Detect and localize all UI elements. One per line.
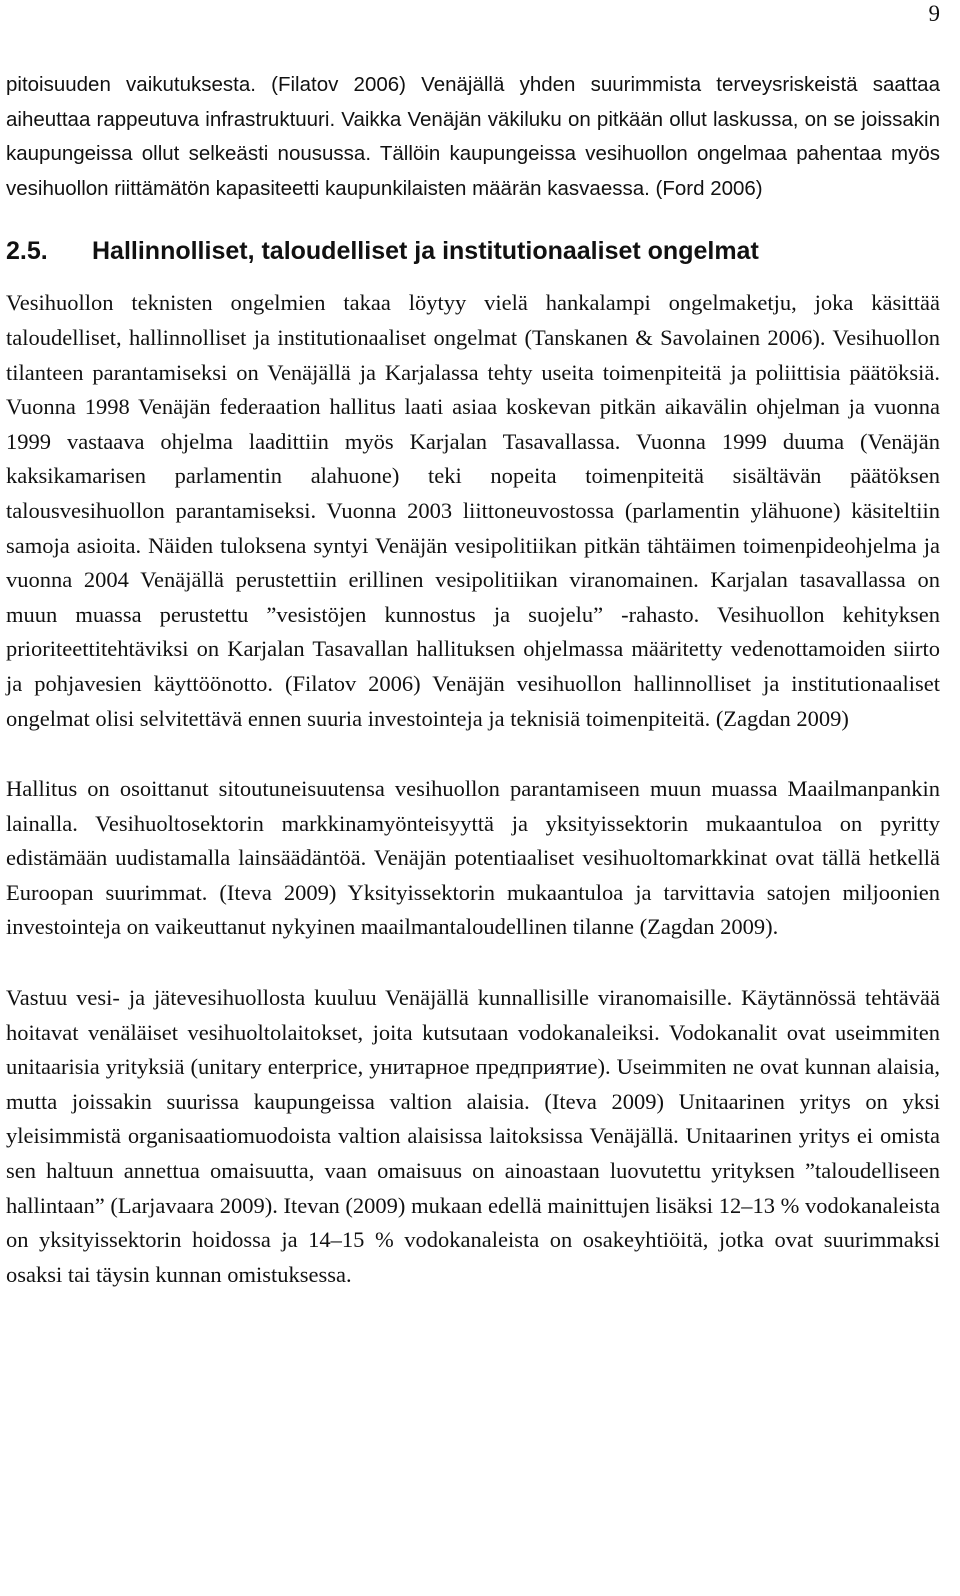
- body-paragraph-1: Vesihuollon teknisten ongelmien takaa löytyy vielä hankalampi ongelmaketju, joka käsittää taloudelliset, hallinnolliset ja institutionaaliset ongelmat (Tanskanen & Savolainen 2006). Vesihuollon tilanteen parantamiseksi on Venäjällä ja Karjalassa tehty useita toimenpiteitä ja poliittisia päätöksiä. Vuonna 1998 Venäjän federaation hallitus laati asiaa koskevan pitkän aikavälin ohjelman ja vuonna 1999 vastaava ohjelma laadittiin myös Karjalan Tasavallassa. Vuonna 1999 duuma (Venäjän kaksikamarisen parlamentin alahuone) teki nopeita toimenpiteitä sisältävän päätöksen talousvesihuollon parantamiseksi. Vuonna 2003 liittoneuvostossa (parlamentin ylähuone) käsiteltiin samoja asioita. Näiden tuloksena syntyi Venäjän vesipolitiikan pitkän tähtäimen toimenpideohjelma ja vuonna 2004 Venäjällä perustettiin erillinen vesipolitiikan viranomainen. Karjalan tasavallassa on muun muassa perustettu ”vesistöjen kunnostus ja suojelu” -rahasto. Vesihuollon kehityksen prioriteettitehtäviksi on Karjalan Tasavallan hallituksen ohjelmassa määritetty vedenottamoiden siirto ja pohjavesien käyttöönotto. (Filatov 2006) Venäjän vesihuollon hallinnolliset ja institutionaaliset ongelmat olisi selvitettävä ennen suuria investointeja ja teknisiä toimenpiteitä. (Zagdan 2009): [6, 290, 940, 731]
- page-number: 9: [928, 1, 940, 26]
- paragraph-spacer: [6, 945, 940, 981]
- intro-paragraph: pitoisuuden vaikutuksesta. (Filatov 2006) Venäjällä yhden suurimmista terveysriskeistä saattaa aiheuttaa rappeutuva infrastruktuuri. Vaikka Venäjän väkiluku on pitkään ollut laskussa, on se joissakin kaupungeissa ollut selkeästi nousussa. Tällöin kaupungeissa vesihuollon ongelmaa pahentaa myös vesihuollon riittämätön kapasiteetti kaupunkilaisten määrän kasvaessa. (Ford 2006): [6, 73, 940, 200]
- body-paragraph-3: Vastuu vesi- ja jätevesihuollosta kuuluu Venäjällä kunnallisille viranomaisille. Käytännössä tehtävää hoitavat venäläiset vesihuoltolaitokset, joita kutsutaan vodokanaleiksi. Vodokanalit ovat useimmiten unitaarisia yrityksiä (unitary enterprice, унитарное предприятие). Useimmiten ne ovat kunnan alaisia, mutta joissakin suurissa kaupungeissa valtion alaisia. (Iteva 2009) Unitaarinen yritys on yksi yleisimmistä organisaatiomuodoista valtion alaisissa laitoksissa Venäjällä. Unitaarinen yritys ei omista sen haltuun annettua omaisuutta, vaan omaisuus on ainoastaan luovutettu yrityksen ”taloudelliseen hallintaan” (Larjavaara 2009). Itevan (2009) mukaan edellä mainittujen lisäksi 12–13 % vodokanaleista on yksityissektorin hoidossa ja 14–15 % vodokanaleista on osakeyhtiöitä, jotka ovat suurimmaksi osaksi tai täysin kunnan omistuksessa.: [6, 985, 940, 1287]
- body-paragraph-2: Hallitus on osoittanut sitoutuneisuutensa vesihuollon parantamiseen muun muassa Maailmanpankin lainalla. Vesihuoltosektorin markkinamyönteisyyttä ja yksityissektorin mukaantuloa on pyritty edistämään uudistamalla lainsäädäntöä. Venäjän potentiaaliset vesihuoltomarkkinat ovat tällä hetkellä Euroopan suurimmat. (Iteva 2009) Yksityissektorin mukaantuloa ja tarvittavia satojen miljoonien investointeja on vaikeuttanut nykyinen maailmantaloudellinen tilanne (Zagdan 2009).: [6, 776, 940, 940]
- paragraph-spacer: [6, 736, 940, 772]
- section-heading: [6, 234, 940, 268]
- section-title: Hallinnolliset, taloudelliset ja institutionaaliset ongelmat: [92, 237, 759, 266]
- section-number: 2.5.: [6, 237, 48, 266]
- page-body: [6, 68, 940, 1292]
